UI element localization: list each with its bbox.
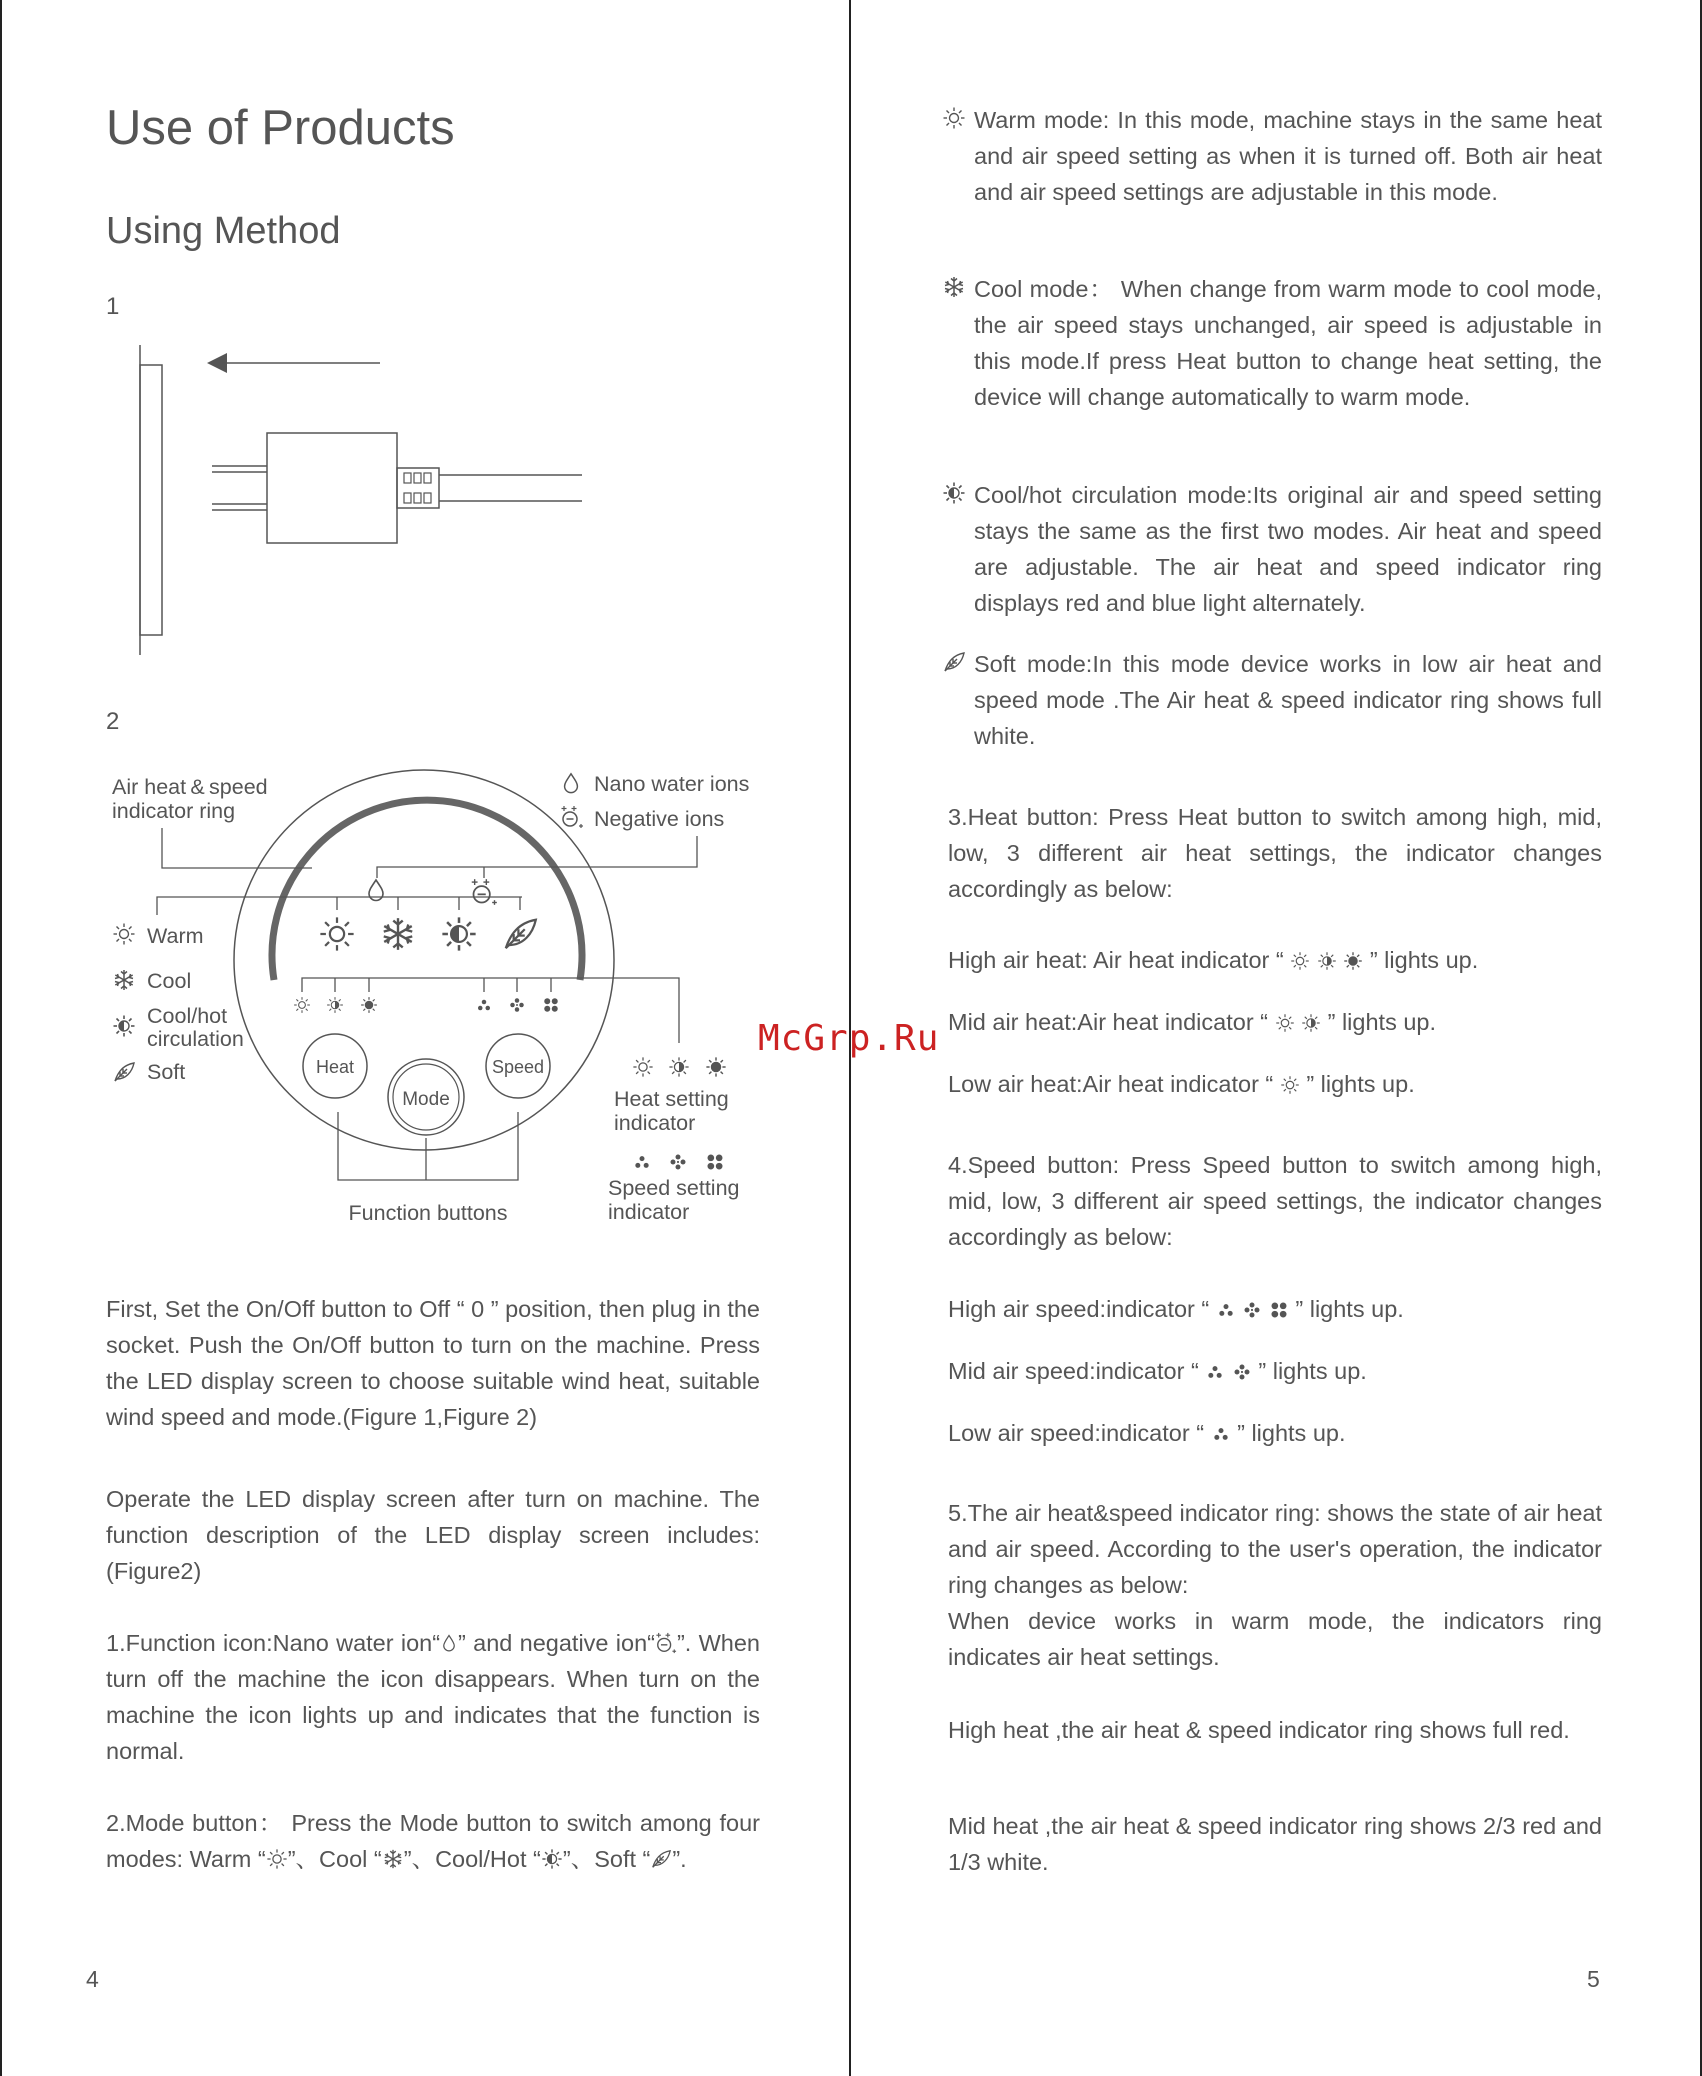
legend-speed-high-icon	[708, 1155, 723, 1170]
function-icon-paragraph: 1.Function icon:Nano water ion“ ” and negative ion“ ”. When turn off the machine the icon disappears. When turn on the machine the icon lights up and indicates that the function is normal.	[106, 1630, 760, 1764]
low-heat-line: Low air heat:Air heat indicator “ ” lights up.	[948, 1071, 1415, 1097]
high-speed-line: High air speed:indicator “ ” lights up.	[948, 1296, 1404, 1322]
inline-nano-water-icon	[440, 1632, 458, 1654]
led-paragraph: Operate the LED display screen after turn on machine. The function description of the LED display screen includes: (Figure2)	[106, 1486, 760, 1584]
soft-mode-icon	[942, 650, 966, 674]
nano-water-label: Nano water ions	[594, 772, 750, 796]
inline-coolhot-icon	[541, 1848, 563, 1870]
legend-heat-low-icon	[633, 1057, 652, 1076]
warm-mode-icon	[942, 106, 966, 130]
legend-coolhot-label-1: Cool/hot	[147, 1004, 228, 1028]
inline-heat-low-icon	[1290, 951, 1310, 971]
figure-2-label: 2	[106, 708, 120, 735]
panel-speed-mid-icon	[510, 998, 524, 1012]
inline-cool-icon	[382, 1848, 404, 1870]
mode-button-label: Mode	[402, 1089, 450, 1110]
inline-speed-high-icon	[1269, 1300, 1289, 1320]
legend-warm-icon	[114, 924, 135, 945]
heat-setting-label-2: indicator	[614, 1111, 696, 1135]
panel-coolhot-icon	[442, 917, 475, 950]
speed-button-paragraph: 4.Speed button: Press Speed button to switch among high, mid, low, 3 different air speed settings, the indicator changes accordingly as below:	[948, 1152, 1602, 1250]
warm-mode-item: Warm mode: In this mode, machine stays in the same heat and air speed setting as when it is turned off. Both air heat and air speed settings are adjustable in this mode.	[942, 102, 1602, 210]
inline-heat-high-icon	[1343, 951, 1363, 971]
page-number-right: 5	[1587, 1966, 1600, 1992]
figure-2-panel-diagram	[102, 760, 782, 1230]
coolhot-mode-item: Cool/hot circulation mode:Its original air and speed setting stays the same as the first two modes. Air heat and speed are adjustable. The air heat and speed indicator ring displays red and blue light alternately.	[942, 477, 1602, 621]
inline-warm-icon	[266, 1848, 288, 1870]
legend-speed-low-icon	[635, 1156, 648, 1168]
speed-button-label: Speed	[491, 1057, 545, 1077]
warm-ring-paragraph: When device works in warm mode, the indicators ring indicates air heat settings.	[948, 1608, 1602, 1670]
function-buttons-label: Function buttons	[348, 1201, 508, 1225]
panel-heat-mid-icon	[327, 997, 343, 1013]
legend-coolhot-label-2: circulation	[147, 1027, 244, 1051]
watermark: McGrp.Ru	[758, 1018, 940, 1059]
inline-speed-low-icon	[1205, 1362, 1225, 1382]
page-number-left: 4	[86, 1966, 99, 1992]
inline-speed-low-icon	[1216, 1300, 1236, 1320]
low-speed-line: Low air speed:indicator “ ” lights up.	[948, 1420, 1346, 1446]
speed-setting-label-2: indicator	[608, 1200, 690, 1224]
ring-label-line2: indicator ring	[112, 799, 236, 823]
coolhot-mode-icon	[942, 481, 966, 505]
negative-ion-icon	[562, 806, 584, 828]
panel-heat-high-icon	[361, 997, 377, 1013]
ring-label-line1: Air heat & speed	[112, 775, 268, 799]
heat-setting-label-1: Heat setting	[614, 1087, 729, 1111]
intro-paragraph: First, Set the On/Off button to Off “ 0 ” position, then plug in the socket. Push the On/Off button to turn on the machine. Press the LED display screen to choose suitable wind heat, suitable wind speed and mode.(Figure 1,Figure 2)	[106, 1296, 760, 1430]
mid-speed-line: Mid air speed:indicator “ ” lights up.	[948, 1358, 1367, 1384]
cool-mode-item: Cool mode： When change from warm mode to cool mode, the air speed stays unchanged, air speed is adjustable in this mode.If press Heat button to change heat setting, the device will change automatically to warm mode.	[942, 271, 1602, 415]
figure-1-plug-diagram	[122, 330, 602, 660]
inline-speed-mid-icon	[1242, 1300, 1262, 1320]
inline-soft-icon	[650, 1848, 672, 1870]
page-title: Use of Products	[106, 101, 455, 155]
section-title: Using Method	[106, 210, 341, 252]
mode-button-paragraph: 2.Mode button： Press the Mode button to switch among four modes: Warm “ ”、Cool “ ”、Cool/Hot “ ”、Soft “ ”.	[106, 1810, 760, 1872]
inline-heat-mid-icon	[1301, 1013, 1321, 1033]
panel-warm-icon	[320, 917, 353, 950]
panel-negative-ion-icon	[472, 879, 497, 905]
figure-1-label: 1	[106, 293, 120, 320]
high-heat-line: High air heat: Air heat indicator “ ” lights up.	[948, 947, 1479, 973]
inline-speed-low-icon	[1211, 1424, 1231, 1444]
panel-heat-low-icon	[294, 997, 310, 1013]
indicator-ring-arc	[272, 800, 582, 980]
soft-mode-item: Soft mode:In this mode device works in low air heat and speed mode .The Air heat & speed indicator ring shows full white.	[942, 646, 1602, 754]
inline-heat-low-icon	[1275, 1013, 1295, 1033]
legend-cool-label: Cool	[147, 969, 192, 993]
negative-ion-label: Negative ions	[594, 807, 725, 831]
panel-speed-low-icon	[478, 1000, 490, 1011]
panel-cool-icon	[384, 918, 413, 950]
mid-heat-ring-paragraph: Mid heat ,the air heat & speed indicator ring shows 2/3 red and 1/3 white.	[948, 1813, 1602, 1875]
inline-heat-mid-icon	[1317, 951, 1337, 971]
legend-heat-high-icon	[706, 1057, 725, 1076]
legend-soft-label: Soft	[147, 1060, 186, 1084]
heat-button-label: Heat	[315, 1057, 355, 1077]
inline-speed-mid-icon	[1232, 1362, 1252, 1382]
inline-negative-ion-icon	[655, 1632, 677, 1654]
heat-button-paragraph: 3.Heat button: Press Heat button to switch among high, mid, low, 3 different air heat settings, the indicator changes accordingly as below:	[948, 804, 1602, 902]
panel-soft-icon	[506, 920, 536, 949]
legend-soft-icon	[115, 1063, 134, 1081]
nano-water-icon	[565, 774, 578, 793]
legend-warm-label: Warm	[147, 924, 204, 948]
cool-mode-icon	[942, 275, 966, 299]
indicator-ring-paragraph: 5.The air heat&speed indicator ring: shows the state of air heat and air speed. According to the user's operation, the indicator ring changes as below:	[948, 1500, 1602, 1598]
legend-coolhot-icon	[114, 1016, 135, 1037]
panel-speed-high-icon	[544, 998, 558, 1012]
legend-speed-mid-icon	[671, 1155, 686, 1170]
high-heat-ring-paragraph: High heat ,the air heat & speed indicator ring shows full red.	[948, 1717, 1570, 1743]
legend-heat-mid-icon	[669, 1057, 688, 1076]
speed-setting-label-1: Speed setting	[608, 1176, 740, 1200]
inline-heat-low-icon	[1280, 1075, 1300, 1095]
mid-heat-line: Mid air heat:Air heat indicator “ ” lights up.	[948, 1009, 1437, 1035]
legend-cool-icon	[115, 970, 133, 990]
